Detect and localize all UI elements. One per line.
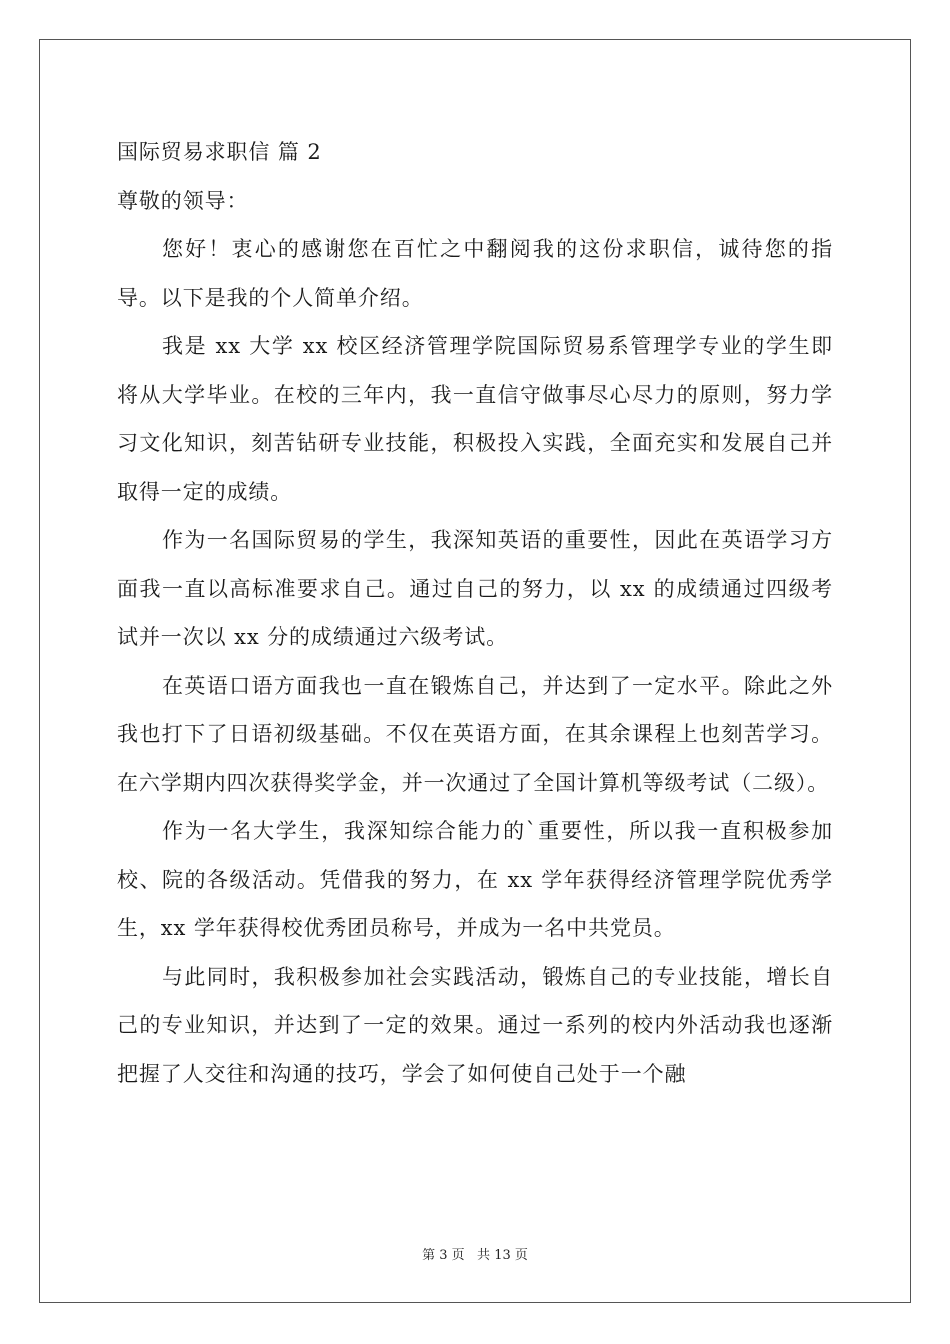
document-title: 国际贸易求职信 篇 2 [117, 140, 322, 164]
paragraph-greeting: 您好！衷心的感谢您在百忙之中翻阅我的这份求职信，诚待您的指导。以下是我的个人简单介绍。 [117, 237, 833, 310]
salutation: 尊敬的领导： [117, 188, 249, 213]
paragraph-oral-english: 在英语口语方面我也一直在锻炼自己，并达到了一定水平。除此之外我也打下了日语初级基础。不仅在英语方面，在其余课程上也刻苦学习。在六学期内四次获得奖学金，并一次通过了全国计算机等级考试（二级）。 [117, 673, 833, 795]
paragraph-english: 作为一名国际贸易的学生，我深知英语的重要性，因此在英语学习方面我一直以高标准要求自己。通过自己的努力，以 xx 的成绩通过四级考试并一次以 xx 分的成绩通过六级考试。 [117, 528, 833, 649]
document-body [117, 128, 833, 1098]
paragraph-introduction: 我是 xx 大学 xx 校区经济管理学院国际贸易系管理学专业的学生即将从大学毕业。在校的三年内，我一直信守做事尽心尽力的原则，努力学习文化知识，刻苦钻研专业技能，积极投入实践，全面充实和发展自己并取得一定的成绩。 [117, 334, 833, 504]
page-footer [0, 1244, 950, 1263]
page-number: 第 3 页 共 13 页 [422, 1248, 528, 1263]
paragraph-activities: 作为一名大学生，我深知综合能力的`重要性，所以我一直积极参加校、院的各级活动。凭借我的努力，在 xx 学年获得经济管理学院优秀学生，xx 学年获得校优秀团员称号，并成为一名中共党员。 [117, 819, 833, 940]
paragraph-social-practice: 与此同时，我积极参加社会实践活动，锻炼自己的专业技能，增长自己的专业知识，并达到了一定的效果。通过一系列的校内外活动我也逐渐把握了人交往和沟通的技巧，学会了如何使自己处于一个融 [117, 964, 833, 1086]
